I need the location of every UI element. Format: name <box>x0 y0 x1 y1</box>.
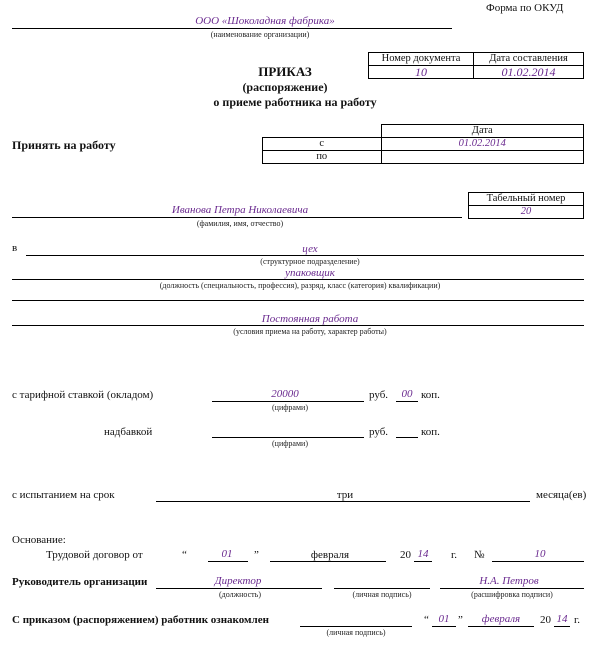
bonus-label: надбавкой <box>104 426 153 438</box>
salary-kop-value: 00 <box>401 388 413 400</box>
department-caption: (структурное подразделение) <box>260 257 360 266</box>
basis-number: 10 <box>534 548 546 560</box>
basis-number-line <box>492 561 584 562</box>
employee-caption: (фамилия, имя, отчество) <box>196 219 284 228</box>
position-line <box>12 279 584 280</box>
conditions-value: Постоянная работа <box>261 313 359 325</box>
bonus-rub-label: руб. <box>369 426 389 438</box>
basis-year-line <box>414 561 432 562</box>
bonus-kop-line <box>396 437 418 438</box>
bonus-amount-line <box>212 437 364 438</box>
employee-name: Иванова Петра Николаевича <box>171 204 309 216</box>
head-signature-caption: (личная подпись) <box>352 590 412 599</box>
acknowledge-month: февраля <box>481 613 521 625</box>
acknowledge-open-quote: “ <box>424 614 429 626</box>
probation-line <box>156 501 530 502</box>
basis-contract-label: Трудовой договор от <box>46 549 143 561</box>
order-subtitle: (распоряжение) <box>242 80 328 94</box>
position-line-2 <box>12 300 584 301</box>
salary-kop-label: коп. <box>421 389 440 401</box>
basis-day: 01 <box>221 548 233 560</box>
organization-name: ООО «Шоколадная фабрика» <box>195 15 335 27</box>
basis-open-quote: “ <box>182 549 187 561</box>
salary-amount-line <box>212 401 364 402</box>
acknowledge-year-suffix: г. <box>574 614 581 626</box>
head-position: Директор <box>214 575 262 587</box>
hire-date-header: Дата <box>381 125 584 138</box>
conditions-line <box>12 325 584 326</box>
salary-kop-line <box>396 401 418 402</box>
acknowledge-year-line <box>554 626 570 627</box>
head-name-line <box>440 588 584 589</box>
basis-month: февраля <box>310 549 350 561</box>
bonus-caption: (цифрами) <box>272 439 308 448</box>
salary-amount: 20000 <box>271 388 299 400</box>
hire-to-date <box>381 151 584 164</box>
salary-rub-label: руб. <box>369 389 389 401</box>
document-date: 01.02.2014 <box>474 66 584 79</box>
hire-from-label: с <box>263 138 382 151</box>
acknowledge-month-line <box>468 626 534 627</box>
head-position-caption: (должность) <box>219 590 261 599</box>
acknowledge-day: 01 <box>438 613 450 625</box>
basis-month-line <box>270 561 386 562</box>
head-position-line <box>156 588 322 589</box>
probation-suffix: месяца(ев) <box>536 489 587 501</box>
acknowledge-signature-line <box>300 626 412 627</box>
probation-value: три <box>336 489 354 501</box>
basis-year-suffix: г. <box>451 549 458 561</box>
head-signature-line <box>334 588 430 589</box>
basis-day-line <box>208 561 248 562</box>
hire-to-label: по <box>263 151 382 164</box>
hire-label: Принять на работу <box>12 138 116 152</box>
tab-number-header: Табельный номер <box>469 193 584 206</box>
acknowledge-signature-caption: (личная подпись) <box>326 628 386 637</box>
department-prefix: в <box>12 242 18 254</box>
acknowledge-year: 14 <box>556 613 568 625</box>
hire-from-date: 01.02.2014 <box>381 138 584 151</box>
document-number-header: Номер документа <box>369 53 474 66</box>
position-caption: (должность (специальность, профессия), разряд, класс (категория) квалификации) <box>159 281 441 290</box>
basis-close-quote: ” <box>254 549 259 561</box>
acknowledge-day-line <box>432 626 456 627</box>
probation-label: с испытанием на срок <box>12 489 115 501</box>
acknowledge-label: С приказом (распоряжением) работник ознакомлен <box>12 614 269 626</box>
tab-number-value: 20 <box>469 206 584 219</box>
tab-number-table <box>468 192 584 219</box>
okud-label: Форма по ОКУД <box>486 2 564 14</box>
head-name: Н.А. Петров <box>479 575 539 587</box>
conditions-caption: (условия приема на работу, характер работы) <box>233 327 387 336</box>
acknowledge-close-quote: ” <box>458 614 463 626</box>
basis-number-sign: № <box>474 549 485 561</box>
organization-line <box>12 28 452 29</box>
department-value: цех <box>302 243 318 255</box>
basis-year: 14 <box>417 548 429 560</box>
basis-year-prefix: 20 <box>400 549 411 561</box>
head-name-caption: (расшифровка подписи) <box>471 590 553 599</box>
document-date-header: Дата составления <box>474 53 584 66</box>
document-table <box>368 52 584 79</box>
organization-caption: (наименование организации) <box>210 30 310 39</box>
department-line <box>26 255 584 256</box>
basis-label: Основание: <box>12 534 66 546</box>
salary-label: с тарифной ставкой (окладом) <box>12 389 154 401</box>
order-title: ПРИКАЗ <box>258 64 312 79</box>
salary-caption: (цифрами) <box>272 403 308 412</box>
bonus-kop-label: коп. <box>421 426 440 438</box>
order-description: о приеме работника на работу <box>213 95 377 109</box>
position-value: упаковщик <box>285 267 335 279</box>
head-label: Руководитель организации <box>12 576 148 588</box>
employee-line <box>12 217 462 218</box>
document-number: 10 <box>369 66 474 79</box>
acknowledge-year-prefix: 20 <box>540 614 551 626</box>
hire-date-table <box>262 124 584 164</box>
